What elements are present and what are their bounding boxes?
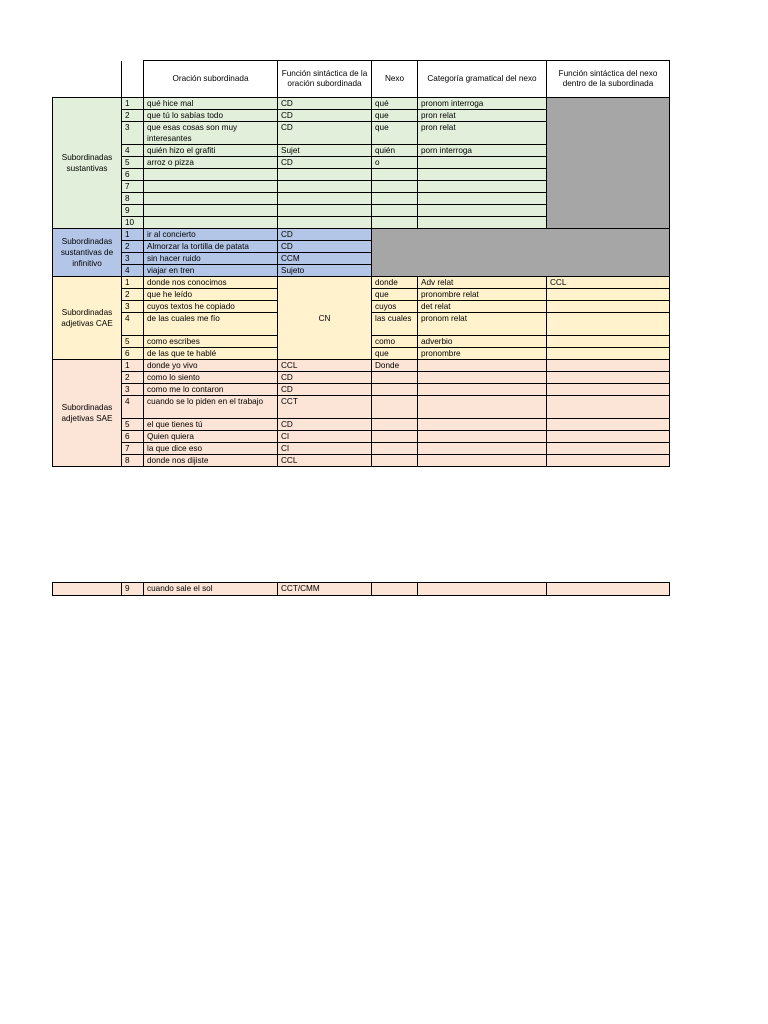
row-number-cell[interactable]: 1 [122, 98, 144, 110]
funcion-nexo-cell[interactable] [547, 384, 670, 396]
nexo-cell[interactable] [372, 181, 418, 193]
nexo-cell[interactable]: qué [372, 98, 418, 110]
oracion-cell[interactable]: que he leído [144, 289, 278, 301]
nexo-cell[interactable] [372, 431, 418, 443]
header-nexo[interactable]: Nexo [372, 61, 418, 98]
nexo-cell[interactable] [372, 419, 418, 431]
categoria-cell[interactable] [418, 384, 547, 396]
funcion-nexo-cell[interactable]: CCL [547, 277, 670, 289]
funcion-nexo-cell[interactable] [547, 455, 670, 467]
table-row [53, 360, 670, 372]
nexo-cell[interactable]: como [372, 336, 418, 348]
funcion-nexo-cell[interactable] [547, 372, 670, 384]
row-number-cell[interactable]: 5 [122, 336, 144, 348]
oracion-cell[interactable]: cuando sale el sol [144, 583, 278, 596]
oracion-cell[interactable]: quién hizo el grafiti [144, 145, 278, 157]
funcion-cell[interactable]: CCL [278, 455, 372, 467]
funcion-cell[interactable]: CD [278, 98, 372, 110]
categoria-cell[interactable]: pron relat [418, 110, 547, 122]
categoria-cell[interactable]: pron relat [418, 122, 547, 145]
row-number-cell[interactable]: 4 [122, 145, 144, 157]
categoria-cell[interactable] [418, 372, 547, 384]
row-number-cell[interactable]: 3 [122, 253, 144, 265]
nexo-cell[interactable] [372, 583, 418, 596]
header-funcion[interactable]: Función sintáctica de la oración subordinada [278, 61, 372, 98]
categoria-cell[interactable] [418, 455, 547, 467]
row-number-cell[interactable]: 1 [122, 277, 144, 289]
row-number-cell[interactable]: 8 [122, 455, 144, 467]
table-row [53, 443, 670, 455]
oracion-cell[interactable]: donde yo vivo [144, 360, 278, 372]
oracion-cell[interactable]: viajar en tren [144, 265, 278, 277]
header-row [53, 61, 670, 98]
oracion-cell[interactable]: de las cuales me fío [144, 313, 278, 336]
nexo-cell[interactable] [372, 169, 418, 181]
funcion-cell-merged[interactable]: CN [278, 277, 372, 360]
grey-block[interactable] [372, 229, 670, 277]
funcion-cell[interactable]: CCL [278, 360, 372, 372]
group-label-inf[interactable]: Subordinadas sustantivas de infinitivo [53, 229, 122, 277]
funcion-cell[interactable] [278, 181, 372, 193]
nexo-cell[interactable]: Donde [372, 360, 418, 372]
nexo-cell[interactable] [372, 396, 418, 419]
nexo-cell[interactable] [372, 193, 418, 205]
categoria-cell[interactable] [418, 583, 547, 596]
nexo-cell[interactable]: o [372, 157, 418, 169]
nexo-cell[interactable]: que [372, 110, 418, 122]
nexo-cell[interactable]: que [372, 122, 418, 145]
header-funcion-nexo[interactable]: Función sintáctica del nexo dentro de la subordinada [547, 61, 670, 98]
oracion-cell[interactable] [144, 217, 278, 229]
oracion-cell[interactable]: que tú lo sabías todo [144, 110, 278, 122]
funcion-cell[interactable]: CI [278, 431, 372, 443]
table-row [53, 396, 670, 419]
nexo-cell[interactable]: quién [372, 145, 418, 157]
categoria-cell[interactable]: pronombre relat [418, 289, 547, 301]
row-number-cell[interactable]: 3 [122, 122, 144, 145]
nexo-cell[interactable] [372, 384, 418, 396]
categoria-cell[interactable]: porn interroga [418, 145, 547, 157]
row-number-cell[interactable]: 9 [122, 205, 144, 217]
funcion-nexo-cell[interactable] [547, 396, 670, 419]
oracion-cell[interactable]: cuando se lo piden en el trabajo [144, 396, 278, 419]
funcion-cell[interactable]: CD [278, 229, 372, 241]
extra-row-table [52, 582, 670, 596]
funcion-cell[interactable] [278, 193, 372, 205]
funcion-cell[interactable]: CI [278, 443, 372, 455]
oracion-cell[interactable]: ir al concierto [144, 229, 278, 241]
funcion-cell[interactable]: Sujeto [278, 265, 372, 277]
row-number-cell[interactable]: 2 [122, 289, 144, 301]
row-number-cell[interactable]: 7 [122, 181, 144, 193]
oracion-cell[interactable]: qué hice mal [144, 98, 278, 110]
row-number-cell[interactable]: 2 [122, 241, 144, 253]
oracion-cell[interactable] [144, 181, 278, 193]
row-number-cell[interactable]: 2 [122, 372, 144, 384]
funcion-cell[interactable]: CD [278, 157, 372, 169]
funcion-cell[interactable]: CD [278, 384, 372, 396]
funcion-cell[interactable]: CD [278, 122, 372, 145]
funcion-cell[interactable] [278, 169, 372, 181]
funcion-nexo-cell[interactable] [547, 301, 670, 313]
categoria-cell[interactable] [418, 217, 547, 229]
row-number-cell[interactable]: 6 [122, 348, 144, 360]
funcion-cell[interactable]: CD [278, 372, 372, 384]
oracion-cell[interactable]: sin hacer ruido [144, 253, 278, 265]
oracion-cell[interactable]: de las que te hablé [144, 348, 278, 360]
oracion-cell[interactable]: como lo siento [144, 372, 278, 384]
funcion-cell[interactable] [278, 205, 372, 217]
nexo-cell[interactable]: que [372, 348, 418, 360]
categoria-cell[interactable]: pronom interroga [418, 98, 547, 110]
funcion-cell[interactable]: CCT/CMM [278, 583, 372, 596]
funcion-nexo-cell[interactable] [547, 313, 670, 336]
funcion-nexo-cell[interactable] [547, 419, 670, 431]
categoria-cell[interactable] [418, 193, 547, 205]
categoria-cell[interactable]: pronom relat [418, 313, 547, 336]
header-oracion[interactable]: Oración subordinada [144, 61, 278, 98]
categoria-cell[interactable] [418, 157, 547, 169]
table-row [53, 98, 670, 110]
oracion-cell[interactable] [144, 205, 278, 217]
funcion-nexo-cell[interactable] [547, 360, 670, 372]
nexo-cell[interactable]: las cuales [372, 313, 418, 336]
table-row [53, 229, 670, 241]
funcion-nexo-cell[interactable] [547, 443, 670, 455]
header-categoria[interactable]: Categoría gramatical del nexo [418, 61, 547, 98]
analysis-table [52, 60, 670, 467]
categoria-cell[interactable] [418, 360, 547, 372]
funcion-cell[interactable]: CCM [278, 253, 372, 265]
categoria-cell[interactable] [418, 431, 547, 443]
funcion-nexo-cell[interactable] [547, 348, 670, 360]
table-row [53, 419, 670, 431]
row-number-cell[interactable]: 4 [122, 396, 144, 419]
group-label-sae[interactable]: Subordinadas adjetivas SAE [53, 360, 122, 467]
categoria-cell[interactable] [418, 443, 547, 455]
funcion-nexo-cell[interactable] [547, 431, 670, 443]
funcion-nexo-cell[interactable] [547, 336, 670, 348]
row-number-cell[interactable]: 3 [122, 301, 144, 313]
categoria-cell[interactable]: Adv relat [418, 277, 547, 289]
row-number-cell[interactable]: 4 [122, 265, 144, 277]
oracion-cell[interactable]: como escribes [144, 336, 278, 348]
group-cell[interactable] [53, 583, 122, 596]
row-number-cell[interactable]: 5 [122, 419, 144, 431]
table-row [53, 384, 670, 396]
table-row [53, 455, 670, 467]
nexo-cell[interactable] [372, 455, 418, 467]
row-number-cell[interactable]: 8 [122, 193, 144, 205]
oracion-cell[interactable]: arroz o pizza [144, 157, 278, 169]
row-number-cell[interactable]: 6 [122, 169, 144, 181]
table-row [53, 372, 670, 384]
row-number-cell[interactable]: 6 [122, 431, 144, 443]
nexo-cell[interactable]: donde [372, 277, 418, 289]
categoria-cell[interactable] [418, 419, 547, 431]
row-number-cell[interactable]: 7 [122, 443, 144, 455]
oracion-cell[interactable]: el que tienes tú [144, 419, 278, 431]
funcion-nexo-cell[interactable] [547, 583, 670, 596]
oracion-cell[interactable]: Almorzar la tortilla de patata [144, 241, 278, 253]
oracion-cell[interactable] [144, 193, 278, 205]
nexo-cell[interactable] [372, 443, 418, 455]
group-label-sust[interactable]: Subordinadas sustantivas [53, 98, 122, 229]
funcion-cell[interactable]: CD [278, 241, 372, 253]
categoria-cell[interactable]: adverbio [418, 336, 547, 348]
row-number-cell[interactable]: 3 [122, 384, 144, 396]
categoria-cell[interactable] [418, 181, 547, 193]
nexo-cell[interactable] [372, 217, 418, 229]
categoria-cell[interactable]: det relat [418, 301, 547, 313]
row-number-cell[interactable]: 5 [122, 157, 144, 169]
oracion-cell[interactable]: Quien quiera [144, 431, 278, 443]
corner-cell [53, 61, 122, 98]
oracion-cell[interactable]: donde nos conocimos [144, 277, 278, 289]
oracion-cell[interactable]: que esas cosas son muy interesantes [144, 122, 278, 145]
table-row [53, 583, 670, 596]
row-number-cell[interactable]: 4 [122, 313, 144, 336]
categoria-cell[interactable] [418, 169, 547, 181]
nexo-cell[interactable] [372, 205, 418, 217]
row-number-cell[interactable]: 1 [122, 360, 144, 372]
corner-cell [122, 61, 144, 98]
table-row [53, 277, 670, 289]
nexo-cell[interactable]: cuyos [372, 301, 418, 313]
funcion-cell[interactable]: CD [278, 419, 372, 431]
oracion-cell[interactable]: donde nos dijiste [144, 455, 278, 467]
row-number-cell[interactable]: 10 [122, 217, 144, 229]
nexo-cell[interactable] [372, 372, 418, 384]
categoria-cell[interactable] [418, 205, 547, 217]
row-number-cell[interactable]: 2 [122, 110, 144, 122]
nexo-cell[interactable]: que [372, 289, 418, 301]
row-number-cell[interactable]: 9 [122, 583, 144, 596]
funcion-cell[interactable]: CCT [278, 396, 372, 419]
oracion-cell[interactable]: la que dice eso [144, 443, 278, 455]
row-number-cell[interactable]: 1 [122, 229, 144, 241]
table-row [53, 431, 670, 443]
funcion-nexo-cell[interactable] [547, 289, 670, 301]
group-label-cae[interactable]: Subordinadas adjetivas CAE [53, 277, 122, 360]
grey-block[interactable] [547, 98, 670, 229]
oracion-cell[interactable] [144, 169, 278, 181]
oracion-cell[interactable]: cuyos textos he copiado [144, 301, 278, 313]
categoria-cell[interactable]: pronombre [418, 348, 547, 360]
oracion-cell[interactable]: como me lo contaron [144, 384, 278, 396]
funcion-cell[interactable]: CD [278, 110, 372, 122]
categoria-cell[interactable] [418, 396, 547, 419]
funcion-cell[interactable]: Sujet [278, 145, 372, 157]
funcion-cell[interactable] [278, 217, 372, 229]
